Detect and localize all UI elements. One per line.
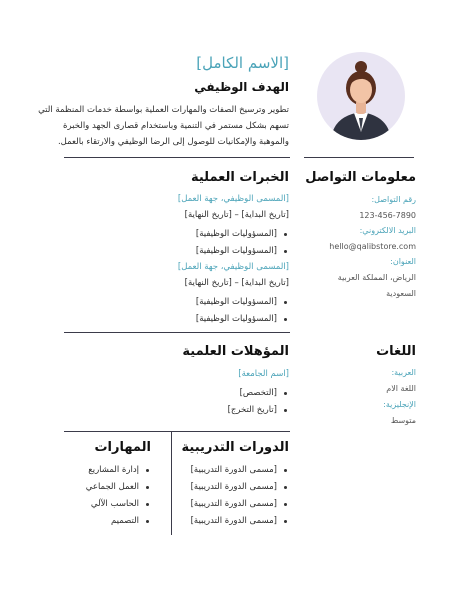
phone-label: رقم التواصل: bbox=[371, 195, 416, 204]
avatar bbox=[317, 52, 405, 140]
address-line: الرياض، المملكة العربية bbox=[337, 273, 416, 282]
list-item: [مسمى الدورة التدريبية] bbox=[191, 479, 289, 496]
divider bbox=[64, 157, 290, 158]
list-item: [مسمى الدورة التدريبية] bbox=[191, 496, 289, 513]
list-item: [مسمى الدورة التدريبية] bbox=[191, 513, 289, 530]
list-item: [المسؤوليات الوظيفية] bbox=[196, 294, 289, 311]
woman-avatar-icon bbox=[317, 52, 405, 140]
list-item: [تاريخ التخرج] bbox=[228, 402, 289, 419]
divider-vertical bbox=[171, 431, 172, 535]
job-dates: [تاريخ البداية] – [تاريخ النهاية] bbox=[184, 210, 289, 220]
divider bbox=[64, 332, 290, 333]
list-item: الحاسب الآلي bbox=[86, 496, 151, 513]
contact-title: معلومات التواصل bbox=[305, 170, 416, 185]
arabic-level: اللغة الام bbox=[386, 384, 416, 393]
email-label: البريد الالكتروني: bbox=[359, 226, 416, 235]
objective-line: تطوير وترسيخ الصفات والمهارات العملية بواسطة خدمات المنظمة التي bbox=[38, 105, 289, 115]
skills-title: المهارات bbox=[94, 440, 151, 455]
job-dates: [تاريخ البداية] – [تاريخ النهاية] bbox=[184, 278, 289, 288]
address-label: العنوان: bbox=[390, 257, 416, 266]
divider bbox=[304, 157, 414, 158]
university: [اسم الجامعة] bbox=[238, 369, 289, 379]
education-details bbox=[228, 385, 289, 419]
english-level: متوسط bbox=[390, 416, 416, 425]
phone-value[interactable]: 123-456-7890 bbox=[359, 211, 416, 220]
job-title: [المسمى الوظيفي، جهة العمل] bbox=[177, 262, 289, 272]
list-item: التصميم bbox=[86, 513, 151, 530]
objective-line: والموهبة والإمكانيات للوصول إلى الرضا الوظيفي والارتقاء بالعمل. bbox=[57, 137, 289, 147]
list-item: [التخصص] bbox=[228, 385, 289, 402]
objective-text bbox=[39, 102, 289, 150]
list-item: إدارة المشاريع bbox=[86, 462, 151, 479]
languages-title: اللغات bbox=[376, 344, 416, 359]
education-title: المؤهلات العلمية bbox=[182, 344, 289, 359]
objective-title: الهدف الوظيفي bbox=[194, 80, 289, 94]
list-item: [المسؤوليات الوظيفية] bbox=[196, 226, 289, 243]
job-duties bbox=[196, 294, 289, 328]
list-item: [مسمى الدورة التدريبية] bbox=[191, 462, 289, 479]
list-item: [المسؤوليات الوظيفية] bbox=[196, 243, 289, 260]
courses-list bbox=[191, 462, 289, 530]
job-duties bbox=[196, 226, 289, 260]
divider bbox=[64, 431, 290, 432]
experience-title: الخبرات العملية bbox=[190, 170, 289, 185]
objective-line: تسهم بشكل مستمر في التنمية وباستخدام قصارى الجهد والخبرة bbox=[63, 121, 289, 131]
email-value[interactable]: hello@qalibstore.com bbox=[329, 242, 416, 251]
job-title: [المسمى الوظيفي، جهة العمل] bbox=[177, 194, 289, 204]
skills-list bbox=[86, 462, 151, 530]
arabic-label: العربية: bbox=[391, 368, 416, 377]
list-item: العمل الجماعي bbox=[86, 479, 151, 496]
address-line: السعودية bbox=[386, 289, 416, 298]
english-label: الإنجليزية: bbox=[383, 400, 416, 409]
courses-title: الدورات التدريبية bbox=[181, 440, 289, 455]
list-item: [المسؤوليات الوظيفية] bbox=[196, 311, 289, 328]
full-name: [الاسم الكامل] bbox=[196, 54, 289, 72]
